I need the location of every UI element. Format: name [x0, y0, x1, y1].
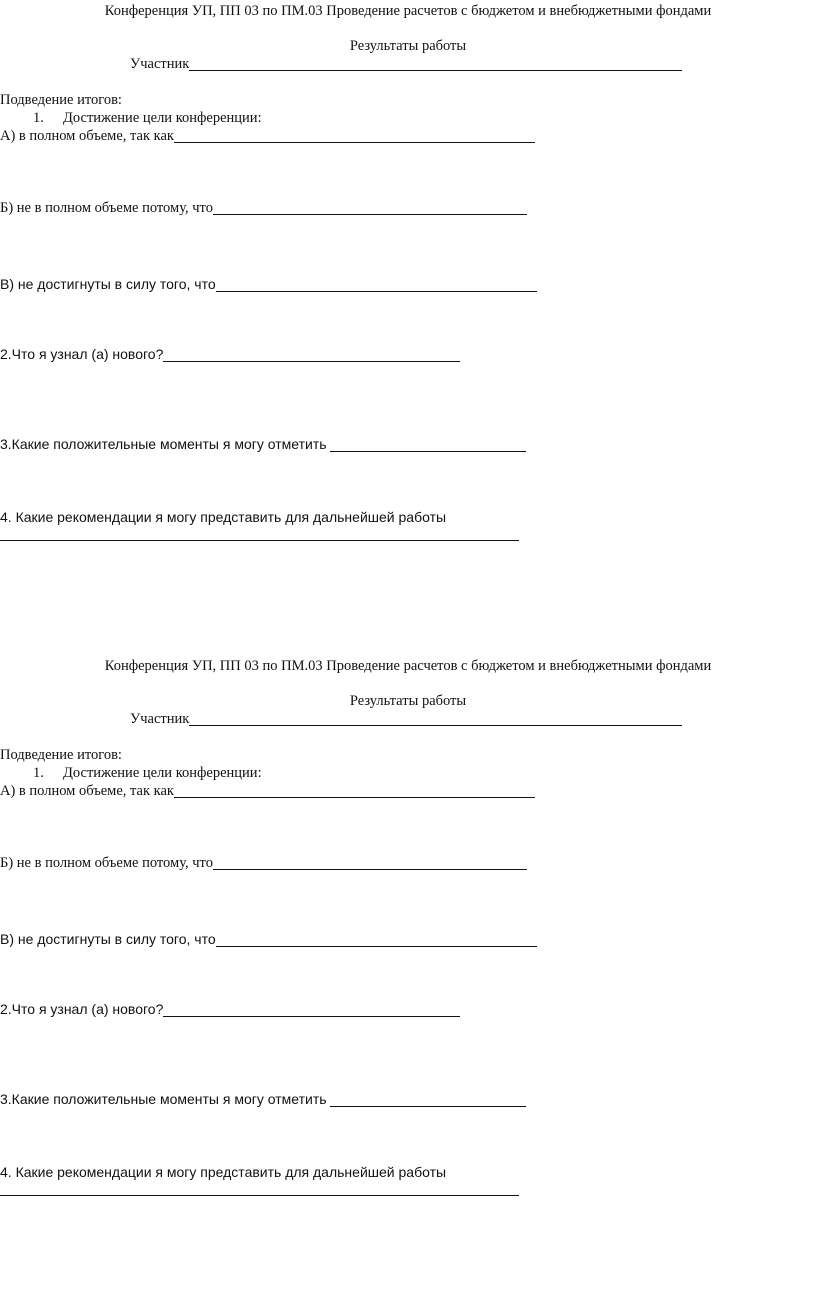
option-a-row — [0, 782, 535, 800]
q4-label: 4. Какие рекомендации я могу представить для дальнейшей работы — [0, 509, 447, 525]
option-a-row — [0, 127, 535, 145]
q3-label: 3.Какие положительные моменты я могу отметить — [0, 436, 327, 452]
form-title: Конференция УП, ПП 03 по ПМ.03 Проведение расчетов с бюджетом и внебюджетными фондами — [104, 658, 712, 674]
option-a-label: А) в полном объеме, так как — [0, 128, 174, 144]
option-c-row — [0, 275, 537, 293]
option-b-label: Б) не в полном объеме потому, что — [0, 855, 213, 871]
participant-label: Участник — [130, 56, 190, 72]
option-c-label: В) не достигнуты в силу того, что — [0, 276, 216, 292]
form-title: Конференция УП, ПП 03 по ПМ.03 Проведение расчетов с бюджетом и внебюджетными фондами — [104, 3, 712, 19]
q4-blank[interactable] — [0, 1195, 519, 1196]
participant-row — [130, 710, 682, 728]
option-c-blank[interactable] — [216, 932, 537, 947]
participant-row — [130, 55, 682, 73]
item1-row — [33, 764, 262, 782]
item1-label: Достижение цели конференции: — [63, 110, 262, 126]
option-b-row — [0, 854, 527, 872]
option-b-blank[interactable] — [213, 200, 527, 215]
q2-blank[interactable] — [163, 1002, 460, 1017]
option-a-blank[interactable] — [174, 128, 535, 143]
form-subtitle: Результаты работы — [349, 38, 467, 54]
option-c-row — [0, 930, 537, 948]
q3-blank[interactable] — [330, 1092, 526, 1107]
option-c-blank[interactable] — [216, 277, 537, 292]
option-c-label: В) не достигнуты в силу того, что — [0, 931, 216, 947]
q4-label: 4. Какие рекомендации я могу представить для дальнейшей работы — [0, 1164, 447, 1180]
participant-blank[interactable] — [189, 56, 682, 71]
item1-number: 1. — [33, 110, 44, 126]
q2-row — [0, 345, 460, 363]
q3-row — [0, 1090, 526, 1108]
q2-row — [0, 1000, 460, 1018]
q4-blank[interactable] — [0, 540, 519, 541]
option-b-blank[interactable] — [213, 855, 527, 870]
summary-heading: Подведение итогов: — [0, 92, 122, 108]
form-subtitle: Результаты работы — [349, 693, 467, 709]
q3-label: 3.Какие положительные моменты я могу отметить — [0, 1091, 327, 1107]
q2-blank[interactable] — [163, 347, 460, 362]
item1-label: Достижение цели конференции: — [63, 765, 262, 781]
q2-label: 2.Что я узнал (а) нового? — [0, 1001, 164, 1017]
option-a-label: А) в полном объеме, так как — [0, 783, 174, 799]
item1-number: 1. — [33, 765, 44, 781]
participant-blank[interactable] — [189, 711, 682, 726]
option-b-row — [0, 199, 527, 217]
q3-row — [0, 435, 526, 453]
q3-blank[interactable] — [330, 437, 526, 452]
option-b-label: Б) не в полном объеме потому, что — [0, 200, 213, 216]
item1-row — [33, 109, 262, 127]
conference-form-1 — [0, 0, 816, 650]
option-a-blank[interactable] — [174, 783, 535, 798]
conference-form-2 — [0, 655, 816, 1305]
q2-label: 2.Что я узнал (а) нового? — [0, 346, 164, 362]
summary-heading: Подведение итогов: — [0, 747, 122, 763]
participant-label: Участник — [130, 711, 190, 727]
